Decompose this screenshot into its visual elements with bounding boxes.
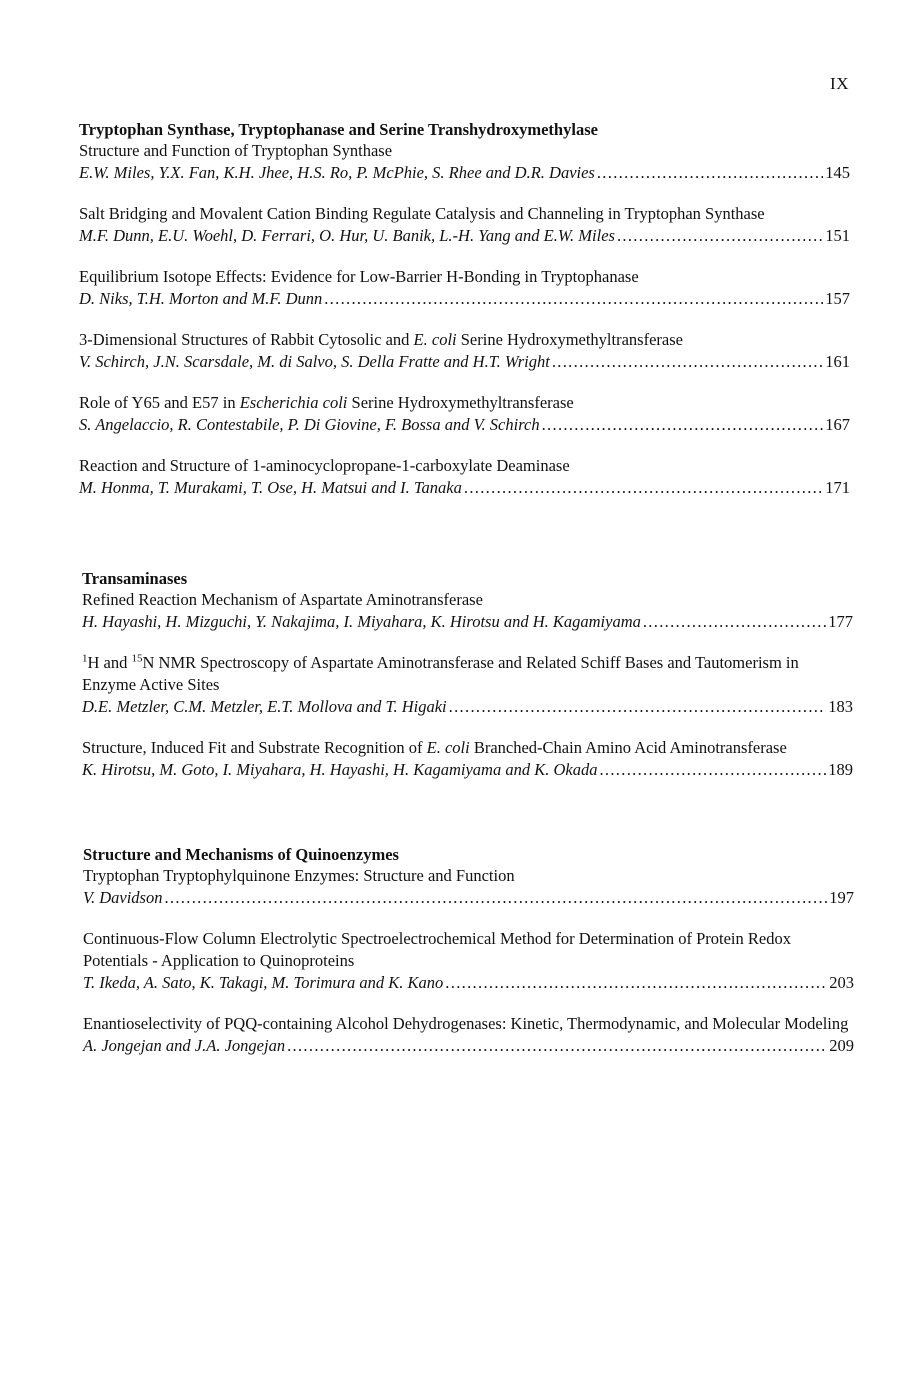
entry-authors: D. Niks, T.H. Morton and M.F. Dunn — [79, 289, 323, 308]
entry-page: 209 — [829, 1036, 854, 1055]
entry-title: Reaction and Structure of 1-aminocyclopropane-1-carboxylate Deaminase — [79, 456, 570, 475]
entry-authorline — [82, 759, 853, 781]
toc-entry — [79, 455, 850, 499]
entry-title: Refined Reaction Mechanism of Aspartate Aminotransferase — [82, 590, 483, 609]
entry-authors: K. Hirotsu, M. Goto, I. Miyahara, H. Hayashi, H. Kagamiyama and K. Okada — [82, 760, 598, 779]
dot-leader — [449, 696, 827, 718]
entry-authorline — [82, 611, 853, 633]
dot-leader — [552, 351, 823, 373]
toc-entry — [79, 329, 850, 373]
isotope-superscript: 1 — [82, 652, 88, 665]
entry-authorline — [79, 477, 850, 499]
entry-title: Continuous-Flow Column Electrolytic Spectroelectrochemical Method for Determination of Protein Redox Potentials - Application to Quinoproteins — [83, 929, 791, 970]
section-title: Tryptophan Synthase, Tryptophanase and Serine Transhydroxymethylase — [79, 120, 598, 139]
dot-leader — [599, 759, 826, 781]
dot-leader — [445, 972, 827, 994]
dot-leader — [164, 887, 827, 909]
toc-entry — [79, 266, 850, 310]
entry-authors: M.F. Dunn, E.U. Woehl, D. Ferrari, O. Hur, U. Banik, L.-H. Yang and E.W. Miles — [79, 226, 615, 245]
entry-authors: E.W. Miles, Y.X. Fan, K.H. Jhee, H.S. Ro, P. McPhie, S. Rhee and D.R. Davies — [79, 163, 595, 182]
dot-leader — [464, 477, 823, 499]
entry-authors: T. Ikeda, A. Sato, K. Takagi, M. Torimura and K. Kano — [83, 973, 444, 992]
entry-title: Enantioselectivity of PQQ-containing Alcohol Dehydrogenases: Kinetic, Thermodynamic, and Molecular Modeling — [83, 1014, 849, 1033]
page-number: IX — [830, 74, 849, 93]
dot-leader — [324, 288, 823, 310]
entry-title: Structure and Function of Tryptophan Synthase — [79, 141, 393, 160]
entry-title-text: Structure, Induced Fit and Substrate Recognition of — [82, 738, 427, 757]
entry-title-species: Escherichia coli — [239, 393, 348, 412]
entry-page: 161 — [825, 352, 850, 371]
entry-page: 145 — [825, 163, 850, 182]
dot-leader — [643, 611, 826, 633]
entry-title — [82, 652, 853, 696]
entry-authorline — [79, 351, 850, 373]
toc-entry — [83, 865, 854, 909]
entry-authorline — [79, 225, 850, 247]
entry-page: 183 — [828, 697, 853, 716]
entry-page: 177 — [828, 612, 853, 631]
entry-title-text: Role of Y65 and E57 in — [79, 393, 240, 412]
entry-title-text: H and — [87, 653, 132, 672]
entry-title — [79, 392, 850, 414]
isotope-superscript: 15 — [131, 652, 143, 665]
entry-title-species: E. coli — [413, 330, 457, 349]
dot-leader — [617, 225, 823, 247]
entry-page: 167 — [825, 415, 850, 434]
toc-section — [82, 568, 853, 781]
toc-entry — [83, 928, 854, 994]
entry-authors: M. Honma, T. Murakami, T. Ose, H. Matsui and I. Tanaka — [79, 478, 462, 497]
entry-title-text: Serine Hydroxymethyltransferase — [456, 330, 683, 349]
toc-entry — [79, 140, 850, 184]
toc-entry — [79, 392, 850, 436]
entry-authorline — [83, 887, 854, 909]
section-title: Structure and Mechanisms of Quinoenzymes — [83, 845, 399, 864]
entry-authors: D.E. Metzler, C.M. Metzler, E.T. Mollova and T. Higaki — [82, 697, 447, 716]
entry-authors: A. Jongejan and J.A. Jongejan — [83, 1036, 286, 1055]
entry-title-text: Serine Hydroxymethyltransferase — [347, 393, 574, 412]
section-title: Transaminases — [82, 569, 188, 588]
toc-entry — [82, 652, 853, 718]
entry-page: 197 — [829, 888, 854, 907]
entry-authors: H. Hayashi, H. Mizguchi, Y. Nakajima, I. Miyahara, K. Hirotsu and H. Kagamiyama — [82, 612, 641, 631]
entry-page: 157 — [825, 289, 850, 308]
entry-title-text: N NMR Spectroscopy of Aspartate Aminotransferase and Related Schiff Bases and Tautomerism in Enzyme Active Sites — [82, 653, 799, 694]
dot-leader — [542, 414, 824, 436]
dot-leader — [597, 162, 823, 184]
entry-title-species: E. coli — [426, 738, 470, 757]
entry-title: Tryptophan Tryptophylquinone Enzymes: Structure and Function — [83, 866, 515, 885]
entry-page: 189 — [828, 760, 853, 779]
entry-authors: V. Davidson — [83, 888, 163, 907]
entry-title: Salt Bridging and Movalent Cation Binding Regulate Catalysis and Channeling in Tryptophan Synthase — [79, 204, 765, 223]
entry-title — [82, 737, 853, 759]
toc-section — [79, 119, 850, 499]
toc-entry — [83, 1013, 854, 1057]
entry-title-text: Branched-Chain Amino Acid Aminotransferase — [469, 738, 787, 757]
entry-page: 151 — [825, 226, 850, 245]
entry-page: 203 — [829, 973, 854, 992]
entry-authorline — [79, 162, 850, 184]
entry-title: Equilibrium Isotope Effects: Evidence for Low-Barrier H-Bonding in Tryptophanase — [79, 267, 639, 286]
entry-page: 171 — [825, 478, 850, 497]
entry-authorline — [82, 696, 853, 718]
toc-entry — [79, 203, 850, 247]
entry-title — [79, 329, 850, 351]
toc-entry — [82, 589, 853, 633]
toc-entry — [82, 737, 853, 781]
toc-section — [83, 844, 854, 1057]
entry-authorline — [79, 288, 850, 310]
entry-authorline — [79, 414, 850, 436]
entry-authors: V. Schirch, J.N. Scarsdale, M. di Salvo, S. Della Fratte and H.T. Wright — [79, 352, 550, 371]
entry-title-text: 3-Dimensional Structures of Rabbit Cytosolic and — [79, 330, 414, 349]
dot-leader — [287, 1035, 827, 1057]
entry-authors: S. Angelaccio, R. Contestabile, P. Di Giovine, F. Bossa and V. Schirch — [79, 415, 540, 434]
entry-authorline — [83, 1035, 854, 1057]
entry-authorline — [83, 972, 854, 994]
